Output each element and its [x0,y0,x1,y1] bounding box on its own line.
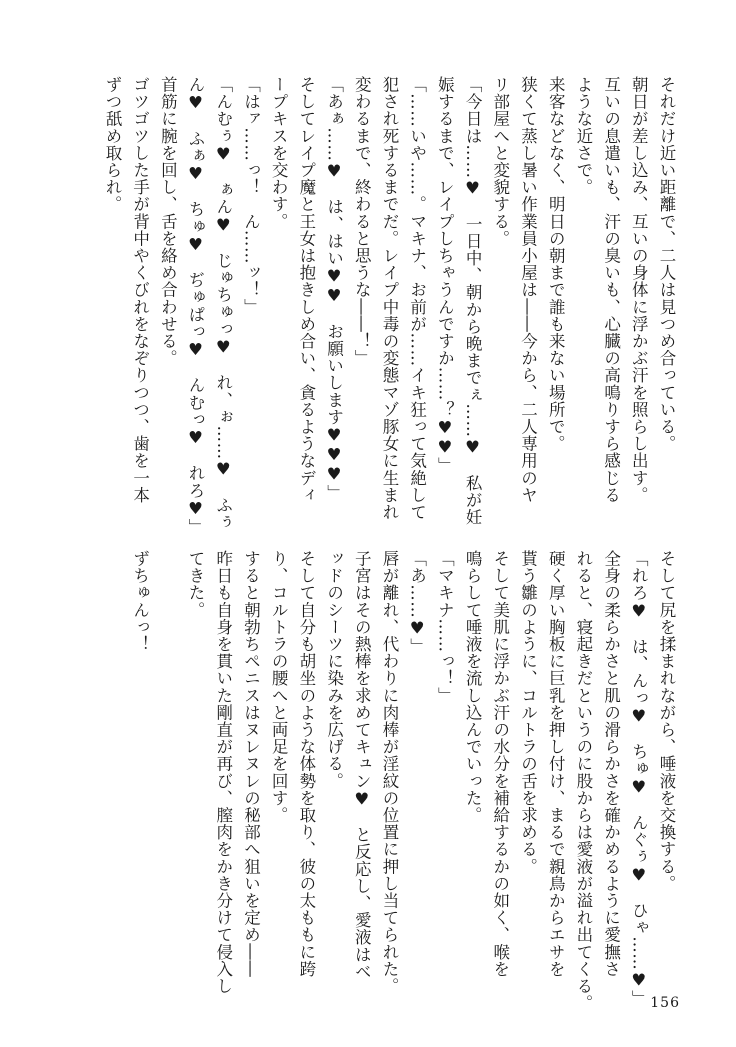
text-line: 互いの息遣いも、汗の臭いも、心臓の高鳴りすら感じる [601,76,621,504]
text-line: 硬く厚い胸板に巨乳を押し付け、まるで親鳥からエサを [546,550,566,978]
text-line: れると、寝起きだというのに股からは愛液が溢れ出てくる。 [573,550,593,1012]
text-line: 貰う雛のように、コルトラの舌を求める。 [518,550,538,875]
text-line: 娠するまで、レイプしちゃうんですか……？♥♥」 [435,76,455,475]
text-line: 朝日が差し込み、互いの身体に浮かぶ汗を照らし出す。 [629,76,649,504]
text-line: そして美肌に浮かぶ汗の水分を補給するかの如く、喉を [490,550,510,978]
text-line: ゴツゴツした手が背中やくびれをなぞりつつ、歯を一本 [130,76,150,504]
text-line: そして尻を揉まれながら、唾液を交換する。 [657,550,676,892]
text-line: 犯され死するまでだ。レイプ中毒の変態マゾ豚女に生まれ [379,76,399,521]
text-line: 「マキナ……っ！」 [435,550,455,704]
text-line: リ部屋へと変貌する。 [490,76,510,247]
text-line: 昨日も自身を貫いた剛直が再び、膣肉をかき分けて侵入し [213,550,233,995]
text-line: 変わるまで、終わると思うな――！」 [352,76,372,367]
text-line: そしてレイプ魔と王女は抱きしめ合い、貪るようなディ [296,76,316,504]
text-line [154,550,182,980]
text-line: 「れろ♥ は、んっ♥ ちゅ♥ んぐぅ♥ ひゃ……♥」 [629,550,649,1008]
text-line: 子宮はその熱棒を求めてキュン♥ と反応し、愛液はベ [352,550,372,980]
text-line: ん♥ ふぁ♥ ちゅ♥ ぢゅぱっ♥ んむっ♥ れろ♥」 [186,76,206,536]
text-block-top [98,76,680,536]
text-line: ッドのシーツに染みを広げる。 [324,550,344,790]
text-line: てきた。 [186,550,206,619]
text-line: ープキスを交わす。 [269,76,289,230]
text-line: そして自分も胡坐のような体勢を取り、彼の太ももに跨 [296,550,316,978]
text-line: 鳴らして唾液を流し込んでいった。 [463,550,483,824]
text-line: 唇が離れ、代わりに肉棒が淫紋の位置に押し当てられた。 [379,550,399,995]
text-line: 首筋に腕を回し、舌を絡め合わせる。 [158,76,178,367]
text-line: 狭くて蒸し暑い作業員小屋は――今から、二人専用のヤ [518,76,538,504]
text-line: 「あ……♥」 [407,550,427,656]
text-line: 「んむぅ♥ ぁん♥ じゅちゅっ♥ れ、ぉ……♥ ふぅ [213,76,233,531]
text-line: 「今日は……♥ 一日中、朝から晩までぇ……♥ 私が妊 [463,76,483,526]
text-line: ような近さで。 [573,76,593,196]
text-line: 「あぁ……♥ は、はい♥♥ お願いします♥♥♥」 [324,76,344,502]
text-line: 「……いや……。マキナ、お前が……イキ狂って気絶して [407,76,427,521]
text-line: それだけ近い距離で、二人は見つめ合っている。 [657,76,676,453]
text-line: 全身の柔らかさと肌の滑らかさを確かめるように愛撫さ [601,550,621,978]
page-number: 156 [650,995,680,1011]
text-line: すると朝勃ちペニスはヌレヌレの秘部へ狙いを定め―― [241,550,261,978]
text-line: 来客などなく、明日の朝まで誰も来ない場所で。 [546,76,566,453]
text-line: 「はァ……っ！ ん……ッ！」 [241,76,261,316]
text-line: ずちゅんっ！ [130,550,150,653]
text-line: ずつ舐め取られ。 [102,76,122,213]
text-line: り、コルトラの腰へと両足を回す。 [269,550,289,824]
